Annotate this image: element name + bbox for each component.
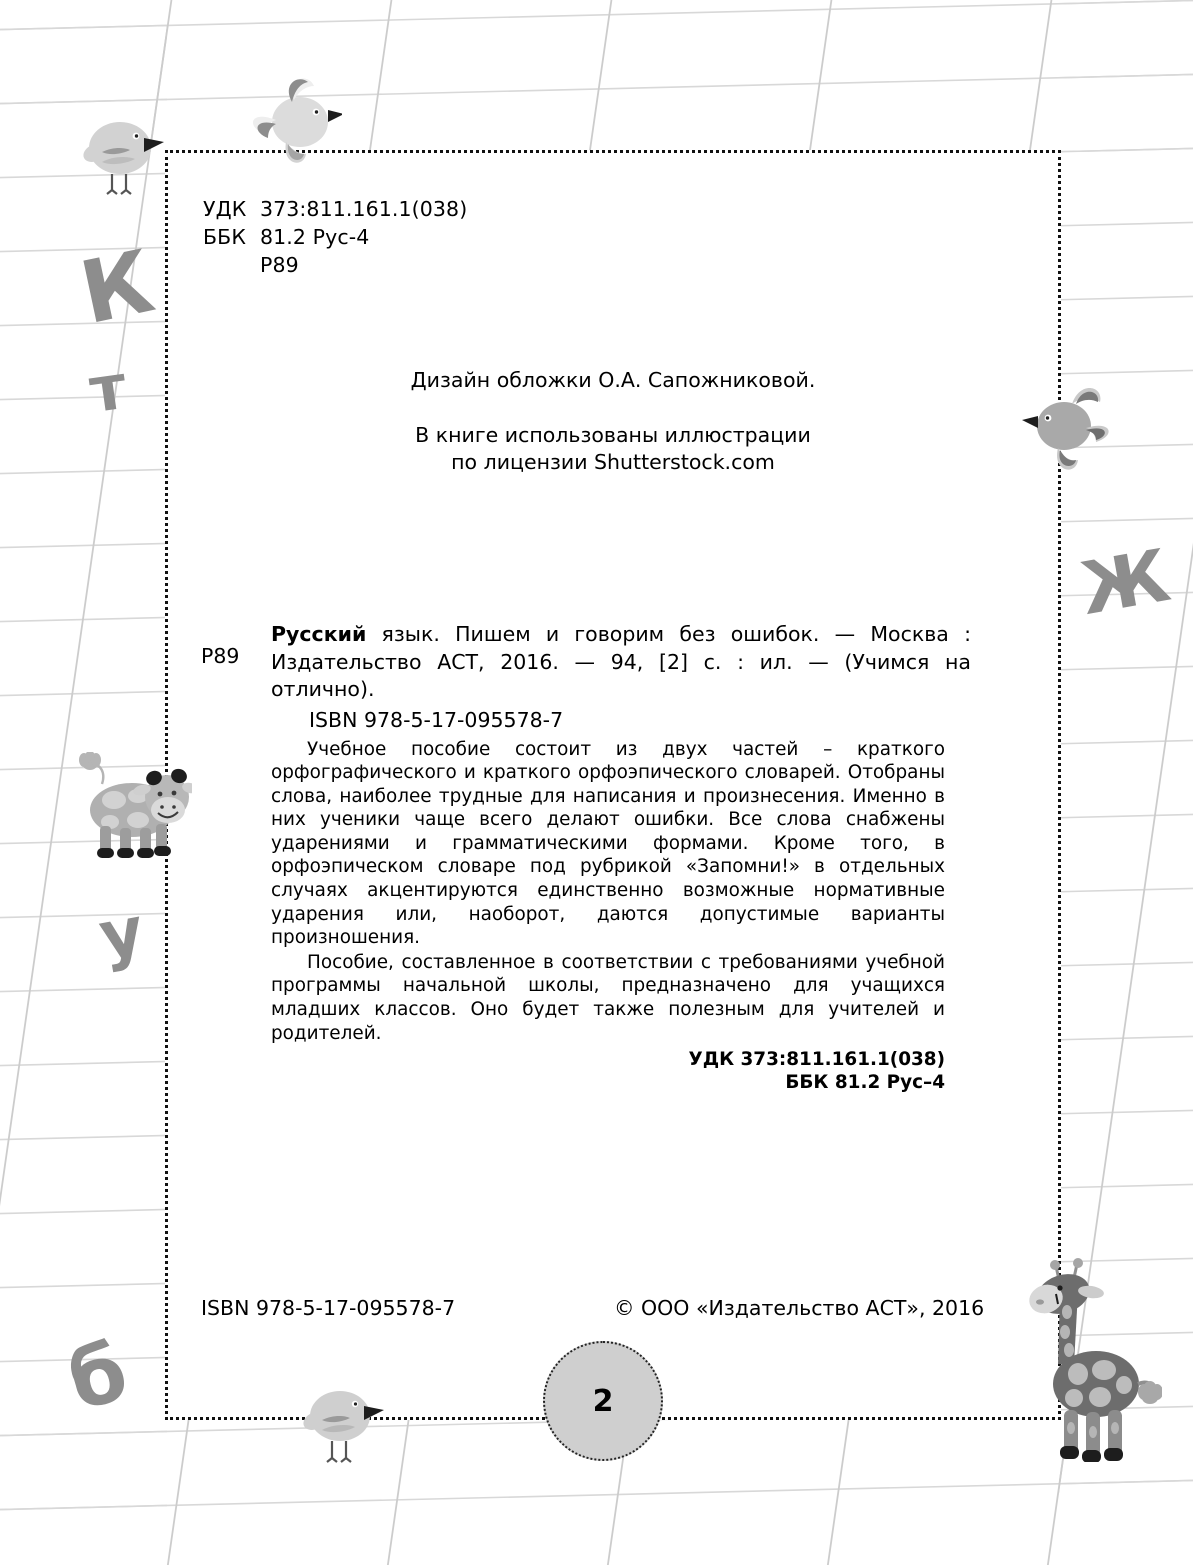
classification-block — [203, 195, 467, 279]
bbk-value: 81.2 Рус-4 — [260, 225, 370, 249]
decor-letter-ka: К — [72, 231, 162, 345]
cow-left-icon — [72, 752, 192, 872]
bird-standing-top-left-icon — [76, 112, 166, 202]
decor-letter-te: т — [85, 349, 131, 428]
biblio-shelf-code: Р89 — [201, 644, 240, 668]
codes-right-block — [271, 1048, 945, 1094]
bbk-label: ББК — [203, 225, 246, 249]
udk-value: 373:811.161.1(038) — [260, 197, 468, 221]
illustration-credit-line1: В книге использованы иллюстрации — [415, 423, 811, 447]
udk-row — [203, 195, 467, 223]
page-number-badge — [543, 1341, 663, 1461]
footer-isbn: ISBN 978-5-17-095578-7 — [201, 1296, 456, 1320]
biblio-description — [271, 621, 971, 704]
annotation-paragraph-2: Пособие, составленное в соответствии с требованиями учебной программы начальной школы, предназначено для учащихся младших классов. Оно будет также полезным для учителей и родителей. — [271, 951, 945, 1044]
bbk-code-repeat: ББК 81.2 Рус–4 — [785, 1072, 945, 1094]
biblio-isbn: ISBN 978-5-17-095578-7 — [309, 707, 564, 732]
decor-letter-zhe: Ж — [1074, 532, 1176, 632]
bibliographic-record — [201, 621, 971, 1094]
credits-block — [168, 368, 1058, 476]
biblio-description-text: язык. Пишем и говорим без ошибок. — Москва : Издательство АСТ, 2016. — 94, [2] с. : ил. — (Учимся на отлично). — [271, 622, 971, 701]
decor-letter-u: у — [93, 891, 150, 976]
annotation-paragraph-1: Учебное пособие состоит из двух частей – краткого орфографического и краткого орфоэпического словарей. Отобраны слова, наиболее трудные для написания и произнесения. Именно в них ученики чаще всего делают ошибки. Все слова снабжены ударениями и грамматическими формами. Кроме того, в орфоэпическом словаре под рубрикой «Запомни!» в отдельных случаях акцентируются единственно возможные нормативные ударения или, наоборот, даются допустимые варианты произношения. — [271, 738, 945, 949]
shelf-code: Р89 — [260, 253, 299, 277]
udk-label: УДК — [203, 197, 247, 221]
cover-design-credit: Дизайн обложки О.А. Сапожниковой. — [410, 368, 816, 392]
bird-flying-right-icon — [1022, 380, 1122, 480]
page-content-frame — [165, 150, 1061, 1420]
illustration-credit-line2: по лицензии Shutterstock.com — [451, 450, 775, 474]
footer-copyright: © ООО «Издательство АСТ», 2016 — [614, 1296, 985, 1320]
page-number: 2 — [592, 1383, 614, 1419]
giraffe-bottom-right-icon — [1012, 1252, 1162, 1462]
bird-flying-top-icon — [242, 72, 342, 172]
udk-code-repeat: УДК 373:811.161.1(038) — [688, 1049, 945, 1071]
annotation-block — [271, 738, 945, 1046]
biblio-title-bold: Русский — [271, 622, 367, 646]
bird-standing-bottom-icon — [296, 1382, 386, 1472]
bbk-row — [203, 223, 467, 251]
decor-letter-be: б — [59, 1324, 137, 1429]
